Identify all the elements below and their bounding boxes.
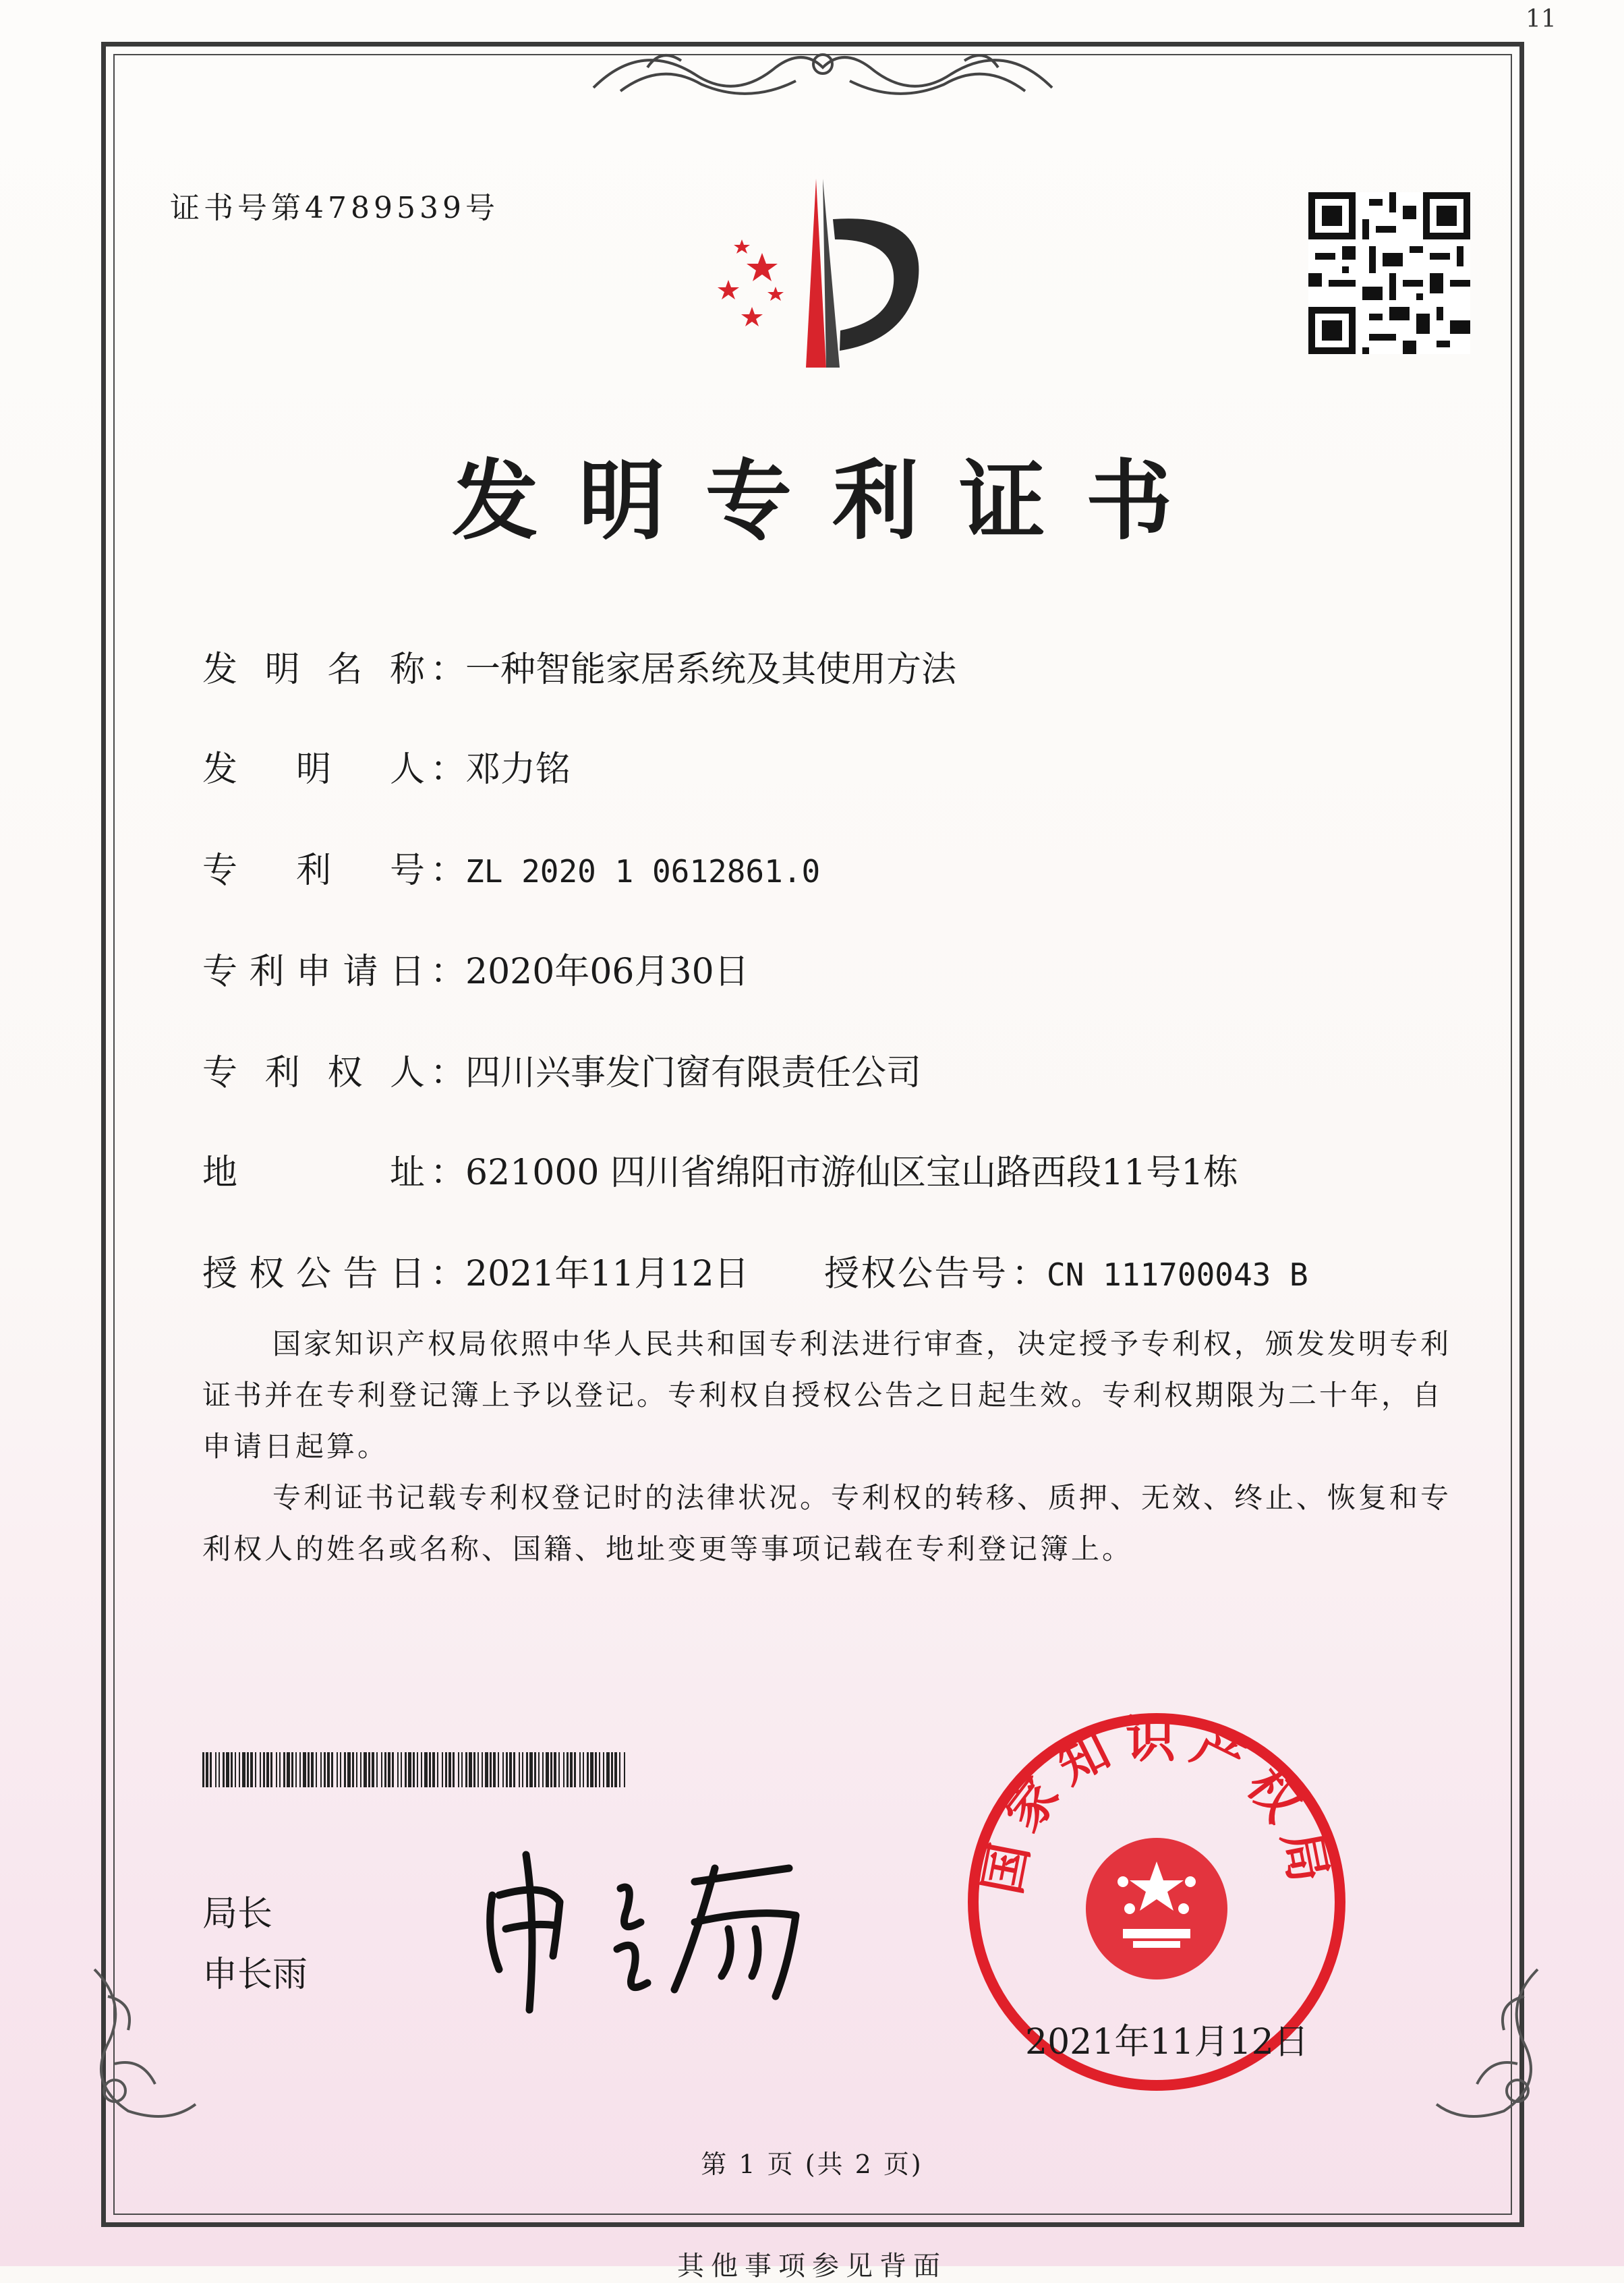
field-value: 一种智能家居系统及其使用方法 — [465, 649, 957, 690]
field-value: 四川兴事发门窗有限责任公司 — [465, 1053, 922, 1093]
field-address: 地址 ：621000 四川省绵阳市游仙区宝山路西段11号1栋 — [202, 1144, 1238, 1194]
field-label: 授权公告日 — [202, 1254, 425, 1294]
field-label: 地址 — [202, 1153, 425, 1193]
field-value: 2020年06月30日 — [465, 952, 749, 992]
field-label: 专利权人 — [202, 1053, 425, 1093]
certificate-title: 发明专利证书 — [451, 451, 1213, 552]
field-label: 专利申请日 — [202, 952, 425, 992]
field-value: 621000 四川省绵阳市游仙区宝山路西段11号1栋 — [465, 1153, 1239, 1193]
barcode-icon — [202, 1752, 627, 1787]
certificate-number: 证书号第4789539号 — [170, 191, 499, 225]
field-value: 邓力铭 — [465, 749, 571, 790]
footer-note: 其他事项参见背面 — [677, 2251, 947, 2282]
qr-code-icon — [1308, 192, 1470, 354]
seal-text: 国家知识产权局 — [973, 1710, 1340, 1899]
field-patent-number: 专利号 ：ZL 2020 1 0612861.0 — [202, 842, 820, 892]
field-patentee: 专利权人 ：四川兴事发门窗有限责任公司 — [202, 1044, 921, 1095]
signatory-name: 申长雨 — [202, 1955, 308, 1995]
field-value: 2021年11月12日 — [465, 1254, 749, 1294]
top-ornament — [580, 27, 1066, 108]
field-value: CN 111700043 B — [1047, 1256, 1308, 1293]
page-number: 第 1 页 (共 2 页) — [701, 2149, 923, 2179]
corner-mark: 11 — [1526, 5, 1557, 33]
field-label: 发明人 — [202, 749, 425, 790]
field-invention-name: 发明名称 ：一种智能家居系统及其使用方法 — [202, 641, 956, 691]
field-label: 发明名称 — [202, 649, 425, 690]
statement-paragraph-2: 专利证书记载专利权登记时的法律状况。专利权的转移、质押、无效、终止、恢复和专利权人的姓名或名称、国籍、地址变更等事项记载在专利登记簿上。 — [202, 1481, 1452, 1565]
field-inventor: 发明人 ：邓力铭 — [202, 741, 571, 791]
seal-date: 2021年11月12日 — [1025, 2022, 1309, 2062]
signatory-title: 局长 — [202, 1894, 273, 1934]
field-grant-date: 授权公告日 ：2021年11月12日 — [202, 1245, 749, 1296]
field-grant-number: 授权公告号 ：CN 111700043 B — [824, 1245, 1308, 1296]
statement-text — [202, 1319, 1463, 1575]
statement-paragraph-1: 国家知识产权局依照中华人民共和国专利法进行审查，决定授予专利权，颁发发明专利证书并在专利登记簿上予以登记。专利权自授权公告之日起生效。专利权期限为二十年，自申请日起算。 — [202, 1327, 1452, 1463]
bottom-right-ornament — [1423, 1956, 1558, 2131]
bottom-left-ornament — [74, 1956, 209, 2131]
field-value: ZL 2020 1 0612861.0 — [465, 853, 821, 890]
field-label: 授权公告号 — [824, 1254, 1006, 1294]
patent-office-logo — [688, 172, 944, 374]
handwritten-signature — [472, 1841, 850, 2017]
field-label: 专利号 — [202, 850, 425, 891]
field-application-date: 专利申请日 ：2020年06月30日 — [202, 943, 749, 993]
